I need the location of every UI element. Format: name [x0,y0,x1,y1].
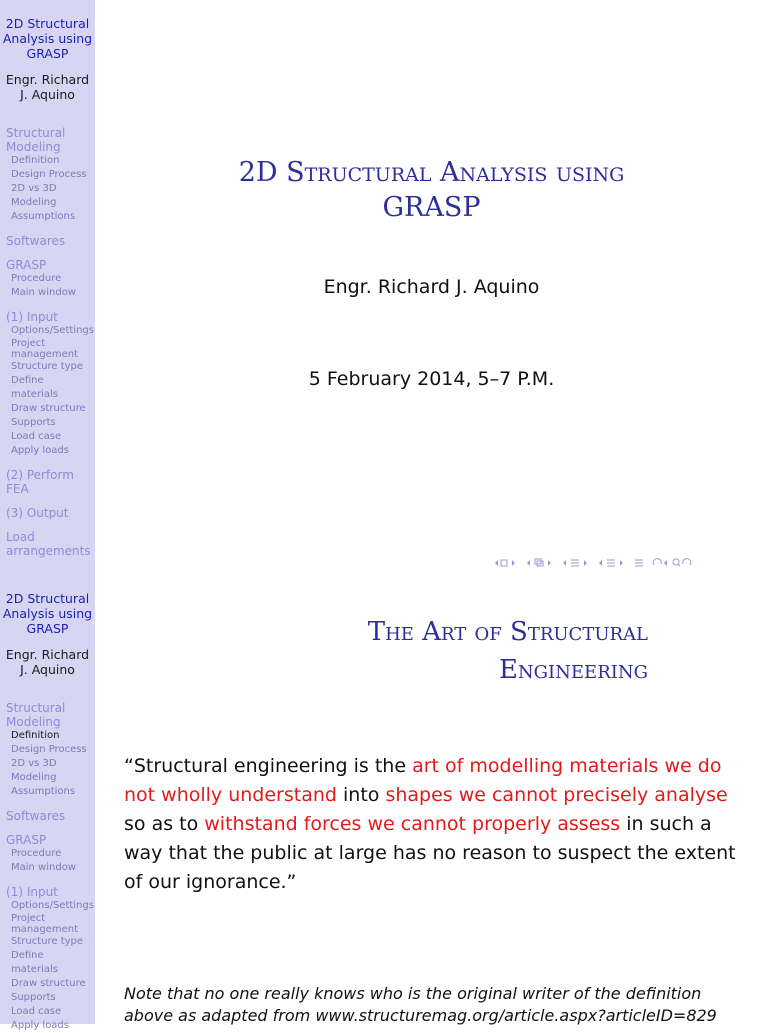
sidebar-section-structural-modeling[interactable] [0,701,95,729]
sidebar-author [0,72,95,102]
sidebar-section-label: Load [6,530,35,544]
frame-title-line: Engineering [498,655,648,685]
nav-frame-prev-next-icon[interactable] [492,558,518,568]
slide-content [95,0,768,575]
sidebar-section-softwares[interactable]: Softwares [6,809,66,823]
sidebar-item-project-management[interactable] [0,913,95,935]
sidebar-author-line: J. Aquino [20,87,75,102]
beamer-navigation-bar [492,555,692,571]
quote-text: into [336,784,386,806]
sidebar-title-line: Analysis using [2,31,93,46]
sidebar-section-load-arrangements[interactable] [0,530,95,558]
sidebar-item-modeling[interactable]: Modeling [11,197,57,208]
sidebar-item-label: management [11,349,78,360]
sidebar-item-definition-active[interactable]: Definition [11,730,60,741]
sidebar-title[interactable] [0,575,95,636]
sidebar-item-supports[interactable]: Supports [11,417,56,428]
sidebar-section-label: (2) Perform [6,468,74,482]
definition-quote [124,752,739,897]
quote-text: “Structural engineering is the [124,755,413,777]
source-note: Note that no one really knows who is the original writer of the definition above as adapted from www.structuremag.org/article.aspx?articleID=829 [124,984,717,1025]
nav-section-prev-next-icon[interactable] [560,558,590,568]
sidebar-item-load-case[interactable]: Load case [11,1006,62,1017]
sidebar-author-line: Engr. Richard [5,647,90,662]
presentation-author: Engr. Richard J. Aquino [323,276,540,298]
sidebar-section-perform-fea[interactable] [0,468,95,496]
sidebar-author [0,647,95,677]
sidebar-item-procedure[interactable]: Procedure [11,273,62,284]
sidebar-section-output[interactable]: (3) Output [6,506,69,520]
presentation-date: 5 February 2014, 5–7 P.M. [308,368,555,390]
sidebar-section-grasp[interactable]: GRASP [6,258,47,272]
quote-highlight: shapes we cannot precisely analyse [385,784,728,806]
quote-text: in such a way that the public at large has no reason to suspect the extent of our ignorance.” [124,813,736,893]
quote-highlight: art of modelling materials we do not wholly understand [124,755,722,806]
quote-text: so as to [124,813,205,835]
sidebar-item-design-process[interactable]: Design Process [11,744,87,755]
sidebar-section-label: Modeling [6,715,61,729]
sidebar-item-structure-type[interactable]: Structure type [11,936,84,947]
sidebar-item-draw-structure[interactable]: Draw structure [11,978,86,989]
nav-appendix-icon[interactable] [632,558,646,568]
presentation-title-line: GRASP [382,192,481,223]
sidebar-item-main-window[interactable]: Main window [11,862,76,873]
sidebar-item-options-settings[interactable]: Options/Settings [11,325,94,336]
sidebar-title[interactable] [0,0,95,61]
sidebar-item-design-process[interactable]: Design Process [11,169,87,180]
sidebar-title-line: Analysis using [2,606,93,621]
sidebar-section-label: Structural [6,126,66,140]
sidebar-item-apply-loads[interactable]: Apply loads [11,1020,69,1031]
sidebar-item-label: Project [11,338,46,349]
sidebar-item-draw-structure[interactable]: Draw structure [11,403,86,414]
sidebar-author-line: J. Aquino [20,662,75,677]
sidebar-section-softwares[interactable]: Softwares [6,234,66,248]
sidebar [0,575,95,1031]
slide-content [95,575,768,1024]
sidebar-title-line: GRASP [26,621,69,636]
sidebar-section-label: Structural [6,701,66,715]
sidebar-item-label: Project [11,913,46,924]
slide-art-of-structural-engineering [0,575,768,1031]
sidebar-nav [0,701,95,1033]
sidebar-item-main-window[interactable]: Main window [11,287,76,298]
sidebar-nav [0,126,95,558]
sidebar-section-grasp[interactable]: GRASP [6,833,47,847]
sidebar-item-procedure[interactable]: Procedure [11,848,62,859]
sidebar-item-assumptions[interactable]: Assumptions [11,786,76,797]
sidebar-item-modeling[interactable]: Modeling [11,772,57,783]
presentation-title [95,155,768,225]
sidebar-item-define-materials[interactable]: Define materials [11,950,58,975]
sidebar-title-line: 2D Structural [5,591,90,606]
sidebar-section-input[interactable]: (1) Input [6,310,58,324]
frame-title-line: The Art of Structural [367,617,648,647]
sidebar [0,0,95,575]
sidebar-item-load-case[interactable]: Load case [11,431,62,442]
sidebar-title-line: GRASP [26,46,69,61]
sidebar-item-2d-vs-3d[interactable]: 2D vs 3D [11,758,57,769]
sidebar-author-line: Engr. Richard [5,72,90,87]
nav-subsection-prev-next-icon[interactable] [524,558,554,568]
sidebar-section-label: FEA [6,482,29,496]
sidebar-item-structure-type[interactable]: Structure type [11,361,84,372]
sidebar-title-line: 2D Structural [5,16,90,31]
sidebar-item-supports[interactable]: Supports [11,992,56,1003]
sidebar-section-label: arrangements [6,544,91,558]
sidebar-item-assumptions[interactable]: Assumptions [11,211,76,222]
presentation-title-line: 2D Structural Analysis using [238,157,625,188]
sidebar-item-2d-vs-3d[interactable]: 2D vs 3D [11,183,57,194]
sidebar-item-options-settings[interactable]: Options/Settings [11,900,94,911]
nav-presentation-prev-next-icon[interactable] [596,558,626,568]
nav-search-back-forward-icon[interactable] [652,558,692,568]
sidebar-item-apply-loads[interactable]: Apply loads [11,445,69,456]
sidebar-item-project-management[interactable] [0,338,95,360]
sidebar-item-define-materials[interactable]: Define materials [11,375,58,400]
quote-highlight: withstand forces we cannot properly assess [204,813,621,835]
sidebar-item-definition[interactable]: Definition [11,155,60,166]
sidebar-item-label: management [11,924,78,935]
sidebar-section-input[interactable]: (1) Input [6,885,58,899]
sidebar-section-label: Modeling [6,140,61,154]
frame-title [368,613,648,689]
sidebar-section-structural-modeling[interactable] [0,126,95,154]
